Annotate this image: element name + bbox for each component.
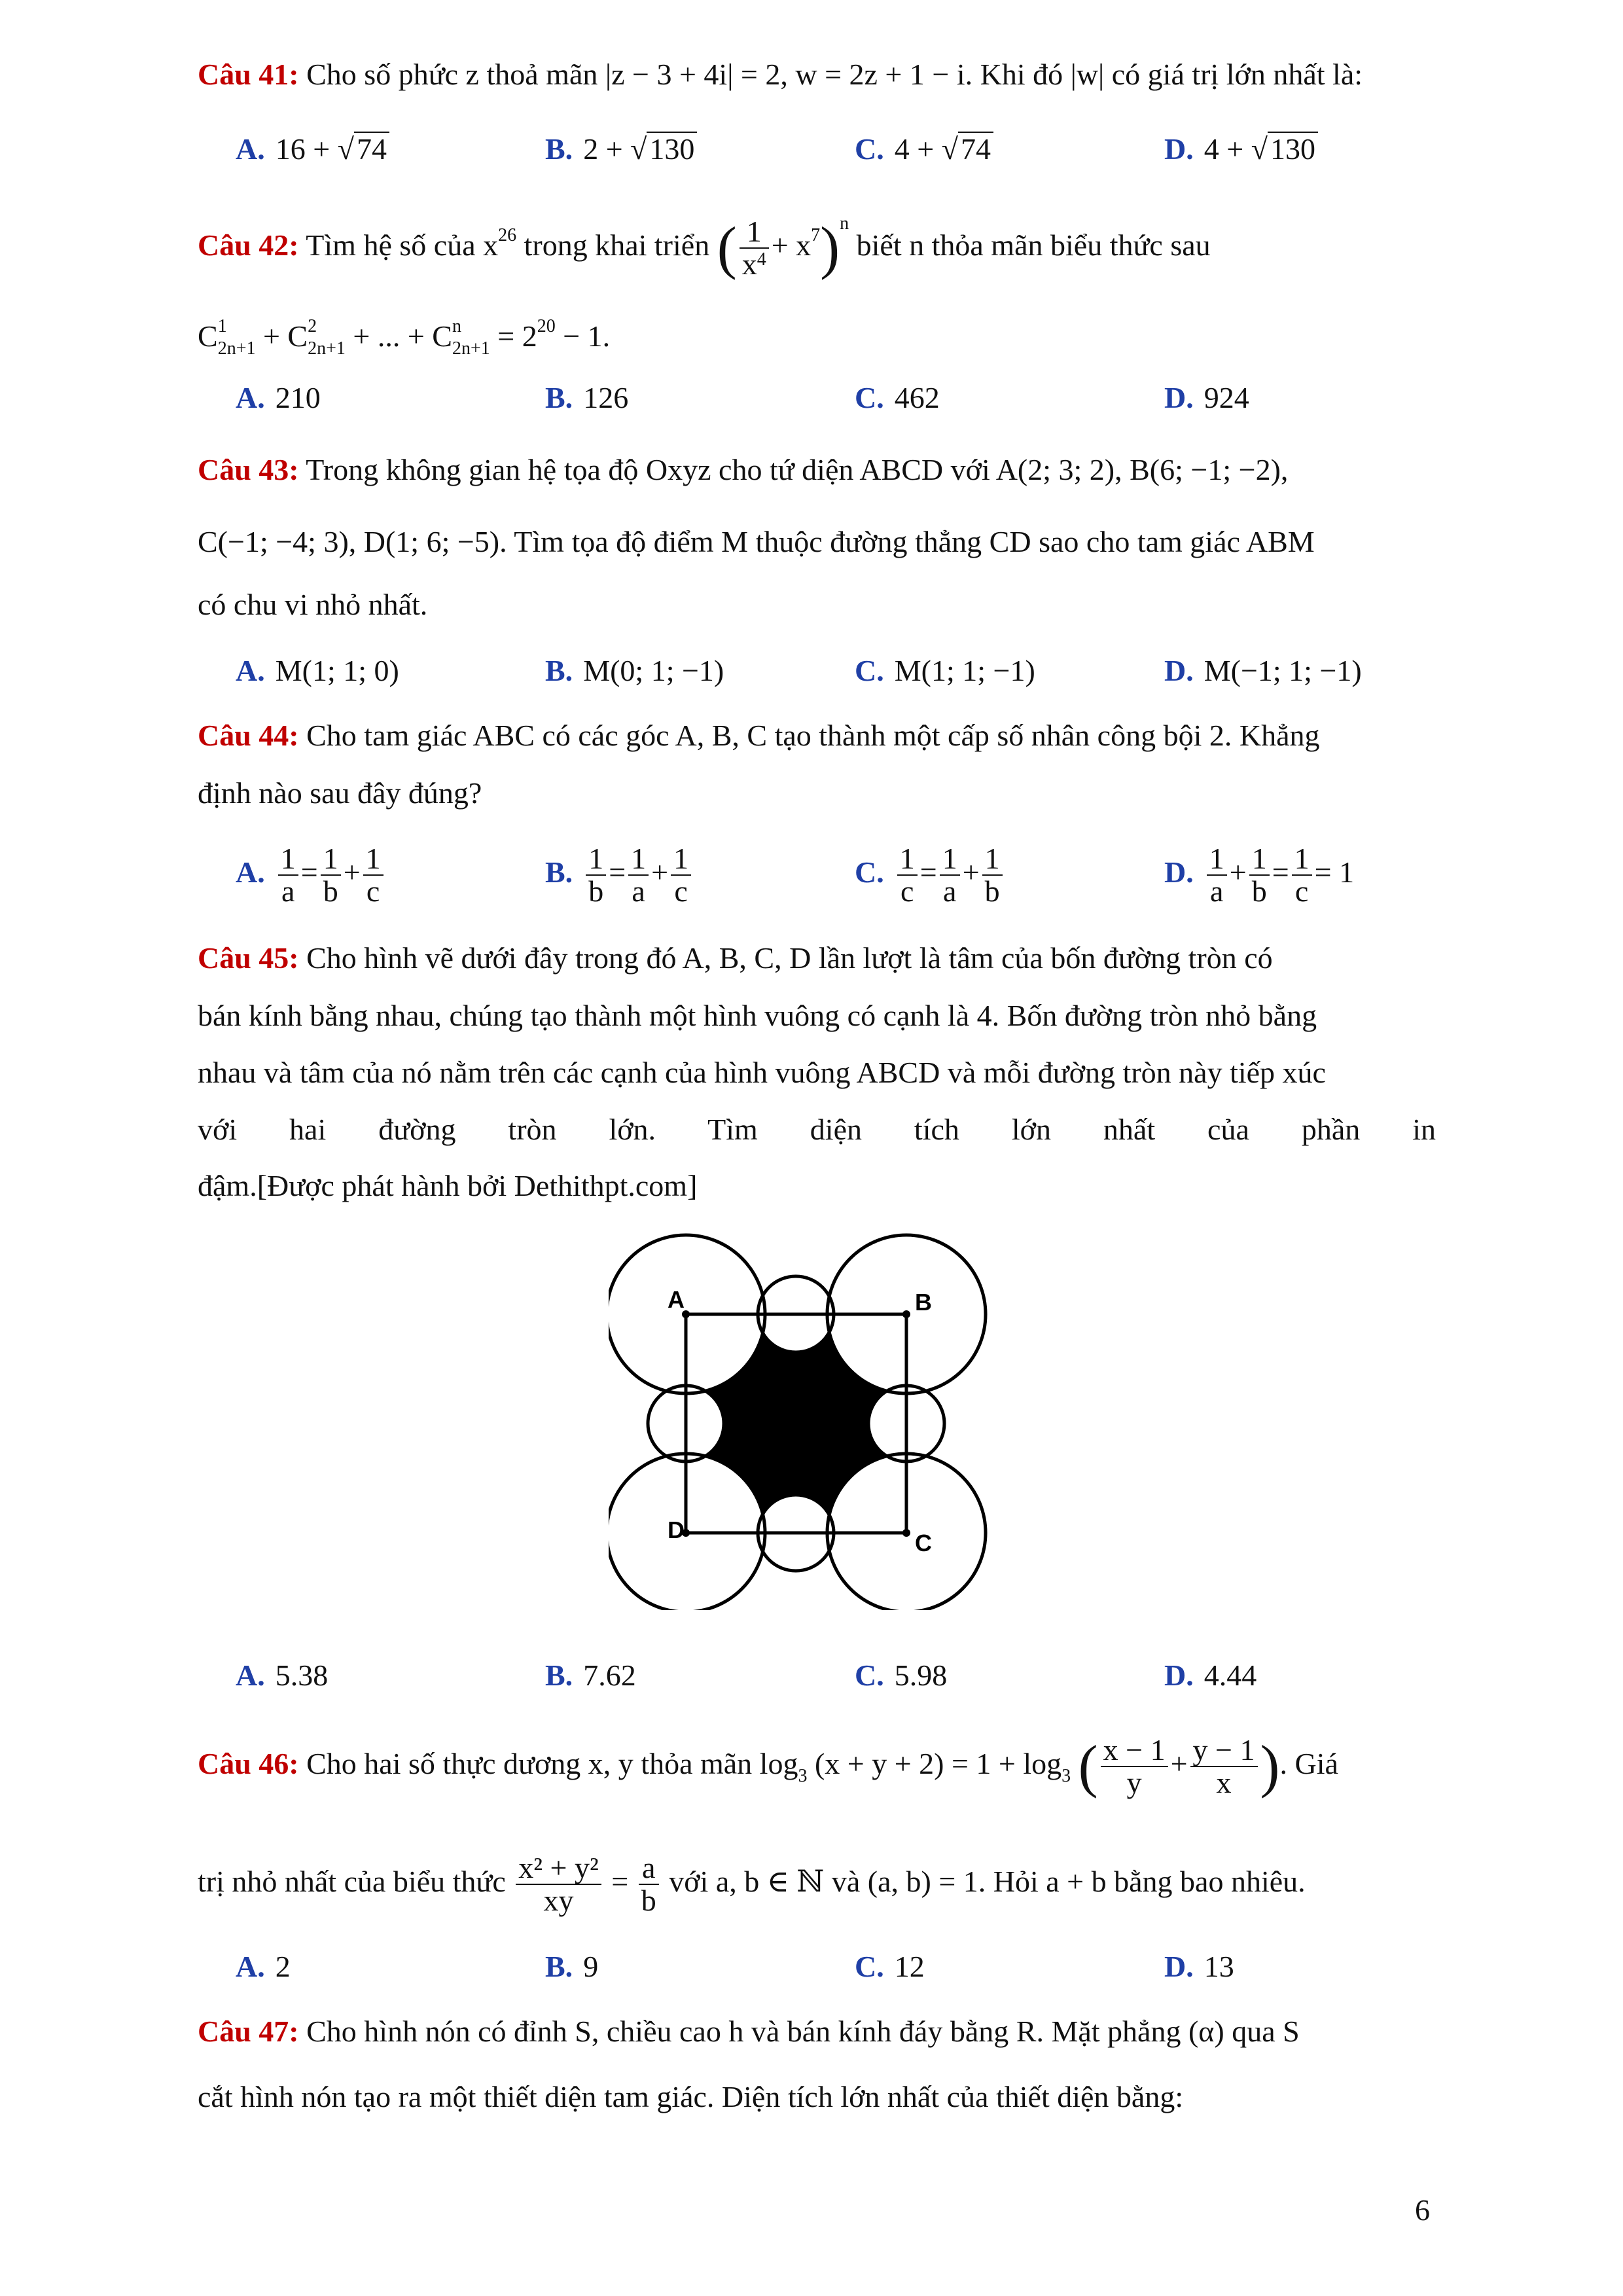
question-text: có giá trị lớn nhất là:	[1111, 58, 1363, 91]
question-43-line	[198, 576, 1436, 634]
point-label-a: A	[668, 1286, 685, 1313]
binomial-expression: ( $\frac{1}{x^4}$ + $x^7)^n$	[717, 213, 849, 281]
question-text: có chu vi nhỏ nhất.	[198, 588, 428, 621]
question-text: (x + y + 2) = 1 + log	[814, 1747, 1062, 1780]
question-45-line	[198, 1101, 1436, 1158]
answer-option-d[interactable]: D. 13	[1164, 1950, 1234, 1983]
question-text: trong khai triển	[524, 228, 710, 262]
answer-option-a[interactable]: A. 2	[236, 1950, 291, 1983]
question-46-line: trị nhỏ nhất của biểu thức $\frac{\text{x² + y²}}{xy}$ = $\frac{a}{b}$ với a, b ∈ ℕ và (a, b) = 1. Hỏi a + b bằng bao nhiêu.	[198, 1851, 1306, 1918]
question-45	[198, 929, 1436, 987]
question-text: Cho hai số thực dương x, y thỏa mãn log	[306, 1747, 798, 1780]
answer-options-42	[236, 372, 1440, 424]
question-45-line	[198, 1044, 1436, 1102]
answer-option-a[interactable]: A. 5.38	[236, 1659, 329, 1692]
question-45-line	[198, 1157, 1436, 1215]
question-43	[198, 435, 1436, 505]
answer-option-d[interactable]: D. M(−1; 1; −1)	[1164, 654, 1362, 687]
answer-option-d[interactable]: D. $\frac{1}{a}$ + $\frac{1}{b}$ = $\frac{1}{c}$ = 1	[1164, 842, 1355, 908]
answer-options-43	[236, 645, 1440, 697]
question-text: trị nhỏ nhất của biểu thức	[198, 1865, 506, 1898]
question-45-line	[198, 987, 1436, 1045]
question-label: Câu 42:	[198, 228, 299, 262]
question-text: . Giá	[1279, 1747, 1338, 1780]
question-text: = 2, w = 2z + 1 − i. Khi đó	[740, 58, 1063, 91]
answer-option-a[interactable]: A. 16 + √74	[236, 123, 389, 175]
answer-option-b[interactable]: B. $\frac{1}{b}$ = $\frac{1}{a}$ + $\frac{1}{c}$	[545, 836, 694, 908]
question-text: Cho tam giác ABC có các góc A, B, C tạo thành một cấp số nhân công bội 2. Khẳng	[306, 719, 1320, 752]
answer-options-44	[236, 836, 1440, 915]
question-text: với hai đường tròn lớn. Tìm diện tích lớn nhất của phần in	[198, 1113, 1436, 1146]
point-label-c: C	[915, 1530, 932, 1556]
question-text: Cho số phức z thoả mãn	[306, 58, 598, 91]
answer-option-c[interactable]: C. 12	[855, 1950, 925, 1983]
question-44-line	[198, 764, 1436, 822]
question-44	[198, 707, 1436, 764]
question-43-line	[198, 507, 1436, 577]
answer-option-c[interactable]: C. $\frac{1}{c}$ = $\frac{1}{a}$ + $\frac{1}{b}$	[855, 836, 1005, 908]
answer-options-41	[236, 123, 1440, 175]
question-text: Cho hình nón có đỉnh S, chiều cao h và bán kính đáy bằng R. Mặt phẳng (α) qua S	[306, 2015, 1300, 2048]
answer-option-b[interactable]: B. 2 + √130	[545, 123, 697, 175]
question-text: C(−1; −4; 3), D(1; 6; −5). Tìm tọa độ điểm M thuộc đường thẳng CD sao cho tam giác ABM	[198, 525, 1315, 558]
question-text: biết n thỏa mãn biểu thức sau	[856, 228, 1211, 262]
question-label: Câu 43:	[198, 453, 299, 486]
answer-option-c[interactable]: C. 462	[855, 381, 940, 414]
modulus-expression: |w|	[1070, 58, 1105, 91]
question-text: cắt hình nón tạo ra một thiết diện tam giác. Diện tích lớn nhất của thiết diện bằng:	[198, 2080, 1184, 2113]
question-47-line	[198, 2068, 1436, 2126]
question-label: Câu 46:	[198, 1747, 299, 1780]
question-text: bán kính bằng nhau, chúng tạo thành một hình vuông có cạnh là 4. Bốn đường tròn nhỏ bằng	[198, 999, 1317, 1032]
question-46: Câu 46: Cho hai số thực dương x, y thỏa mãn $\log_3 (x + y + 2) = 1 + \log_3$ ( $\frac{x - 1}{y}$ + $\frac{y - 1}{x}$ ). Giá	[198, 1733, 1338, 1800]
answer-option-b[interactable]: B. M(0; 1; −1)	[545, 654, 724, 687]
question-text: với a, b ∈ ℕ và (a, b) = 1. Hỏi a + b bằng bao nhiêu.	[669, 1865, 1306, 1898]
answer-option-c[interactable]: C. M(1; 1; −1)	[855, 654, 1035, 687]
answer-option-c[interactable]: C. 4 + √74	[855, 123, 993, 175]
question-text: Trong không gian hệ tọa độ Oxyz cho tứ diện ABCD với A(2; 3; 2), B(6; −1; −2),	[306, 453, 1289, 486]
log-argument: ( $\frac{x - 1}{y}$ + $\frac{y - 1}{x}$ )	[1078, 1733, 1280, 1800]
question-label: Câu 44:	[198, 719, 299, 752]
question-text: nhau và tâm của nó nằm trên các cạnh của hình vuông ABCD và mỗi đường tròn này tiếp xúc	[198, 1056, 1326, 1089]
answer-option-d[interactable]: D. 924	[1164, 381, 1249, 414]
question-text: Cho hình vẽ dưới đây trong đó A, B, C, D lần lượt là tâm của bốn đường tròn có	[306, 941, 1273, 975]
answer-option-a[interactable]: A. 210	[236, 381, 321, 414]
question-47	[198, 2003, 1436, 2060]
answer-option-b[interactable]: B. 126	[545, 381, 629, 414]
answer-option-c[interactable]: C. 5.98	[855, 1659, 948, 1692]
answer-option-a[interactable]: A. M(1; 1; 0)	[236, 654, 399, 687]
point-label-b: B	[915, 1289, 932, 1316]
answer-options-45	[236, 1649, 1440, 1702]
answer-option-d[interactable]: D. 4 + √130	[1164, 123, 1318, 175]
circles-square-figure	[609, 1230, 988, 1610]
combination-formula: $C^1_{2n+1} + C^2_{2n+1}$ + ... + $C^n_{2n+1} = 2^{20} - 1$.	[198, 316, 611, 359]
shaded-region	[686, 1314, 906, 1533]
point-label-d: D	[668, 1516, 685, 1543]
modulus-expression: |z − 3 + 4i|	[605, 58, 734, 91]
answer-option-b[interactable]: B. 9	[545, 1950, 599, 1983]
answer-option-a[interactable]: A. $\frac{1}{a}$ = $\frac{1}{b}$ + $\frac{1}{c}$	[236, 836, 386, 908]
answer-options-46	[236, 1941, 1440, 1993]
question-text: đậm.[Được phát hành bởi Dethithpt.com]	[198, 1169, 698, 1202]
question-text: định nào sau đây đúng?	[198, 776, 482, 810]
answer-option-b[interactable]: B. 7.62	[545, 1659, 636, 1692]
question-label: Câu 47:	[198, 2015, 299, 2048]
page-number: 6	[1415, 2193, 1430, 2227]
question-41	[198, 46, 1436, 103]
question-label: Câu 41:	[198, 58, 299, 91]
question-42: Câu 42: Tìm hệ số của $x^{26}$ trong khai triển ( $\frac{1}{x^4}$ + $x^7)^n$ biết n thỏa mãn biểu thức sau	[198, 213, 1211, 281]
question-label: Câu 45:	[198, 941, 299, 975]
answer-option-d[interactable]: D. 4.44	[1164, 1659, 1257, 1692]
question-text: Tìm hệ số của x	[306, 228, 499, 262]
